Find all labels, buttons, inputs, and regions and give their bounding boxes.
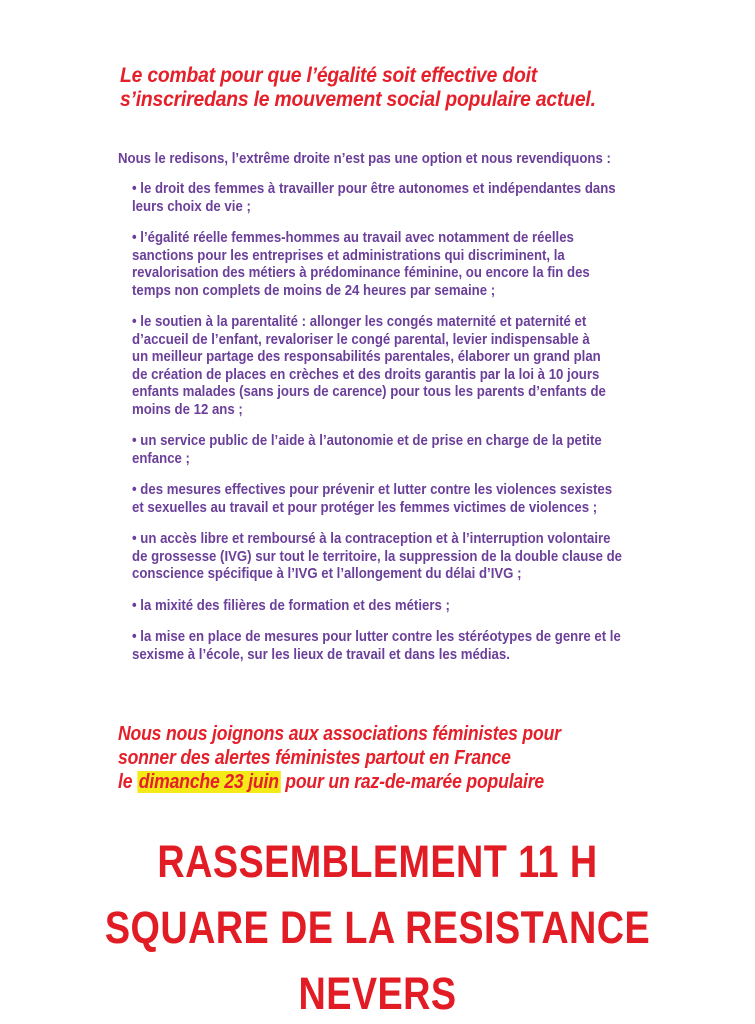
intro-text: Nous le redisons, l’extrême droite n’est pas une option et nous revendiquons : (118, 150, 611, 167)
demand-item-5: • des mesures effectives pour prévenir et lutter contre les violences sexistes et sexuelles au travail et pour protéger les femmes victimes de violences ; (132, 481, 613, 516)
demand-item-8: • la mise en place de mesures pour lutter contre les stéréotypes de genre et le sexisme à l’école, sur les lieux de travail et dans les médias. (132, 628, 621, 663)
demand-item-3: • le soutien à la parentalité : allonger les congés maternité et paternité et d’accueil de l’enfant, revaloriser le congé parental, levier indispensable à un meilleur partage des responsabilités parentales, élaborer un grand plan de création de places en crèches et des droits garantis par la loi à 10 jours enfants malades (sans jours de carence) pour tous les parents d’enfants de moins de 12 ans ; (132, 313, 606, 418)
event-city: NEVERS (298, 968, 457, 1019)
date-highlight: dimanche 23 juin (138, 771, 279, 793)
callout-line-3: le dimanche 23 juin pour un raz-de-marée populaire (118, 771, 545, 793)
event-location: SQUARE DE LA RESISTANCE (104, 902, 651, 953)
heading-line-1: Le combat pour que l’égalité soit effective doit (120, 64, 538, 87)
demand-item-2: • l’égalité réelle femmes-hommes au travail avec notamment de réelles sanctions pour les entreprises et administrations qui discriminent, la revalorisation des métiers à prédominance féminine, ou encore la fin des temps non complets de moins de 24 heures par semaine ; (132, 229, 590, 299)
demands-list (132, 180, 660, 677)
event-time: RASSEMBLEMENT 11 H (157, 836, 598, 887)
demand-item-1: • le droit des femmes à travailler pour être autonomes et indépendantes dans leurs choix de vie ; (132, 180, 616, 215)
main-heading (120, 64, 672, 112)
callout-line-1: Nous nous joignons aux associations féministes pour (118, 723, 561, 745)
demand-item-6: • un accès libre et remboursé à la contraception et à l’interruption volontaire de grossesse (IVG) sur tout le territoire, la suppression de la double clause de conscience spécifique à l’IVG et l’allongement du délai d’IVG ; (132, 530, 623, 582)
demand-item-7: • la mixité des filières de formation et des métiers ; (132, 596, 450, 614)
callout-text (118, 722, 664, 794)
callout-line-2: sonner des alertes féministes partout en France (118, 747, 511, 769)
demand-item-4: • un service public de l’aide à l’autonomie et de prise en charge de la petite enfance ; (132, 432, 602, 467)
heading-line-2: s’inscriredans le mouvement social populaire actuel. (120, 88, 596, 111)
